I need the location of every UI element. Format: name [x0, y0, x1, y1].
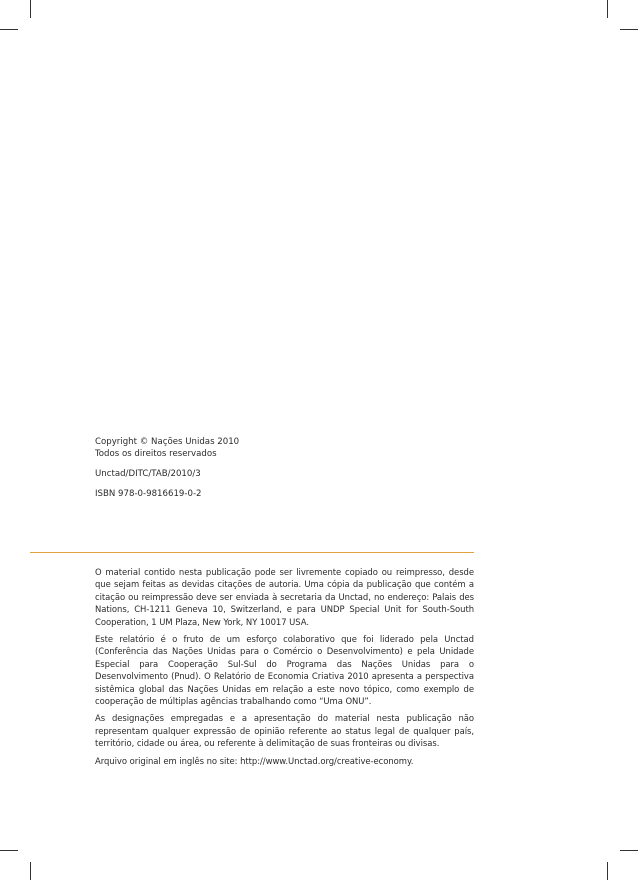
rights-reserved: Todos os direitos reservados [95, 449, 217, 459]
document-symbol: Unctad/DITC/TAB/2010/3 [95, 469, 201, 479]
isbn: ISBN 978-0-9816619-0-2 [95, 489, 202, 499]
paragraph-reproduction-rights: O material contido nesta publicação pode ser livremente copiado ou reimpresso, desde que sejam feitas as devidas citações de autoria. Uma cópia da publicação que contém a citação ou reimpressão deve ser enviada à secretaria da Unctad, no endereço: Palais des Nations, CH-1211 Geneva 10, Switzerland, e para UNDP Special Unit for South-South Cooperation, 1 UM Plaza, New York, NY 10017 USA. [95, 567, 474, 627]
legal-text [95, 566, 474, 772]
copyright-notice: Copyright © Nações Unidas 2010 [95, 437, 240, 447]
crop-mark-top-right-vertical [607, 0, 608, 18]
paragraph-disclaimer: As designações empregadas e a apresentação do material nesta publicação não representam qualquer expressão de opinião referente ao status legal de qualquer país, território, cidade ou área, ou referente à delimitação de suas fronteiras ou divisas. [95, 713, 474, 749]
crop-mark-top-left-vertical [30, 0, 31, 18]
paragraph-original-file: Arquivo original em inglês no site: http://www.Unctad.org/creative-economy. [95, 755, 414, 766]
crop-mark-bottom-right-vertical [607, 862, 608, 880]
crop-mark-bottom-right-horizontal [620, 850, 638, 851]
copyright-block [95, 436, 395, 500]
crop-mark-top-right-horizontal [620, 29, 638, 30]
paragraph-collaboration: Este relatório é o fruto de um esforço colaborativo que foi liderado pela Unctad (Conferência das Nações Unidas para o Comércio o Desenvolvimento) e pela Unidade Especial para Cooperação Sul-Sul do Programa das Nações Unidas para o Desenvolvimento (Pnud). O Relatório de Economia Criativa 2010 apresenta a perspectiva sistêmica global das Nações Unidas em relação a este novo tópico, como exemplo de cooperação de múltiplas agências trabalhando como “Uma ONU”. [95, 634, 474, 707]
crop-mark-bottom-left-horizontal [0, 850, 18, 851]
crop-mark-bottom-left-vertical [30, 862, 31, 880]
divider-rule [30, 552, 474, 553]
crop-mark-top-left-horizontal [0, 29, 18, 30]
